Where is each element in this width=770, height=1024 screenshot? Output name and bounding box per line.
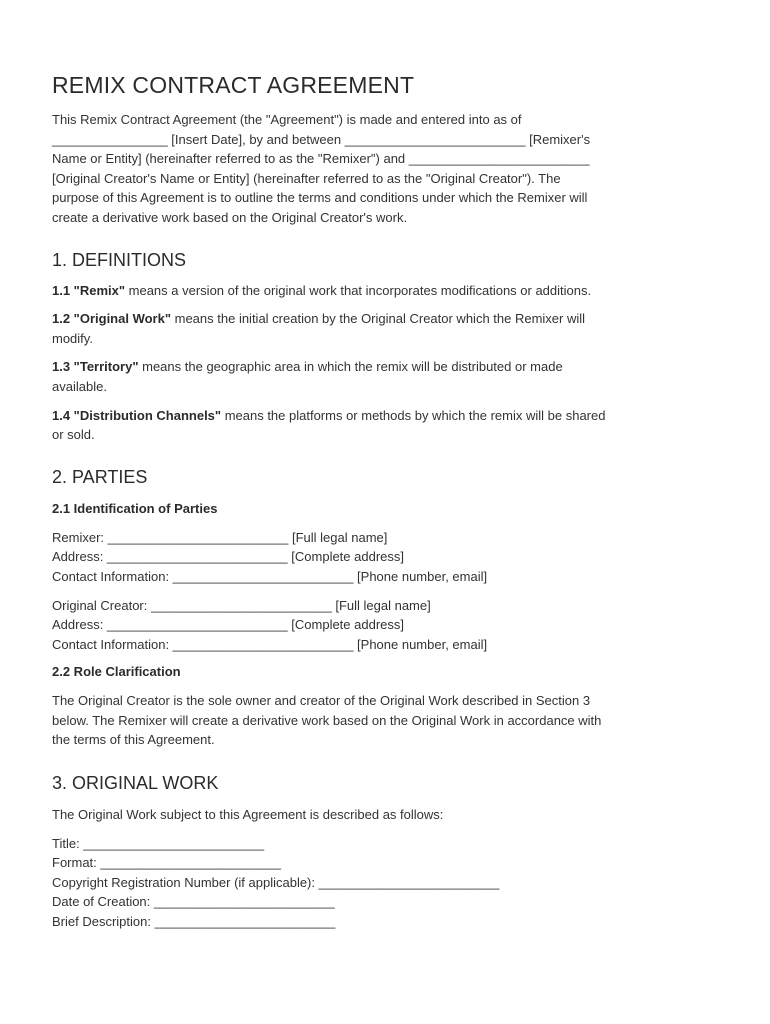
creator-contact-line: Contact Information: _________________________ [Phone number, email]: [52, 636, 488, 652]
role-line: the terms of this Agreement.: [52, 732, 215, 748]
creation-date-field: Date of Creation: _________________________: [52, 894, 335, 910]
definition-text: means the geographic area in which the remix will be distributed or made: [138, 359, 563, 375]
original-work-heading: 3. ORIGINAL WORK: [52, 773, 219, 794]
creator-block: [52, 596, 720, 655]
definition-item: [52, 281, 720, 301]
contract-document: [52, 70, 720, 932]
definition-term: 1.2 "Original Work": [52, 311, 172, 327]
format-field: Format: _________________________: [52, 855, 282, 871]
definition-item: [52, 406, 720, 445]
remixer-contact-line: Contact Information: _________________________ [Phone number, email]: [52, 568, 488, 584]
definition-item: [52, 309, 720, 348]
parties-heading: 2. PARTIES: [52, 466, 148, 487]
definition-text: means the platforms or methods by which the remix will be shared: [221, 407, 606, 423]
role-subheading: 2.2 Role Clarification: [52, 664, 181, 680]
role-line: The Original Creator is the sole owner and creator of the Original Work described in Section 3: [52, 693, 591, 709]
creator-address-line: Address: _________________________ [Complete address]: [52, 617, 404, 633]
definition-term: 1.3 "Territory": [52, 359, 139, 375]
definition-term: 1.4 "Distribution Channels": [52, 407, 222, 423]
definition-text: available.: [52, 378, 107, 394]
definitions-heading: 1. DEFINITIONS: [52, 249, 187, 270]
definition-text: modify.: [52, 330, 93, 346]
description-field: Brief Description: _________________________: [52, 914, 336, 930]
definition-term: 1.1 "Remix": [52, 282, 126, 298]
intro-line: This Remix Contract Agreement (the "Agreement") is made and entered into as of: [52, 112, 522, 127]
intro-line: purpose of this Agreement is to outline the terms and conditions under which the Remixer will: [52, 190, 588, 206]
title-field: Title: _________________________: [52, 835, 265, 851]
intro-line: [Original Creator's Name or Entity] (hereinafter referred to as the "Original Creator"). The: [52, 170, 561, 186]
registration-field: Copyright Registration Number (if applicable): _________________________: [52, 874, 500, 890]
original-work-intro: The Original Work subject to this Agreement is described as follows:: [52, 807, 444, 823]
definition-text: means the initial creation by the Original Creator which the Remixer will: [171, 311, 586, 327]
intro-line: Name or Entity] (hereinafter referred to as the "Remixer") and _________________________: [52, 151, 590, 167]
remixer-name-line: Remixer: _________________________ [Full legal name]: [52, 529, 388, 545]
document-title: REMIX CONTRACT AGREEMENT: [52, 72, 415, 98]
creator-name-line: Original Creator: _________________________ [Full legal name]: [52, 597, 431, 613]
definition-text: means a version of the original work that incorporates modifications or additions.: [125, 282, 592, 298]
definition-text: or sold.: [52, 427, 95, 443]
intro-paragraph: [52, 110, 720, 228]
role-line: below. The Remixer will create a derivative work based on the Original Work in accordance with: [52, 712, 602, 728]
definitions-list: [52, 281, 720, 445]
remixer-block: [52, 528, 720, 587]
definition-item: [52, 357, 720, 396]
role-paragraph: [52, 691, 720, 750]
remixer-address-line: Address: _________________________ [Complete address]: [52, 549, 404, 565]
intro-line: ________________ [Insert Date], by and between _________________________ [Remixer's: [52, 131, 591, 147]
parties-subheading: 2.1 Identification of Parties: [52, 500, 218, 516]
intro-line: create a derivative work based on the Original Creator's work.: [52, 209, 408, 225]
original-work-fields: [52, 834, 720, 932]
